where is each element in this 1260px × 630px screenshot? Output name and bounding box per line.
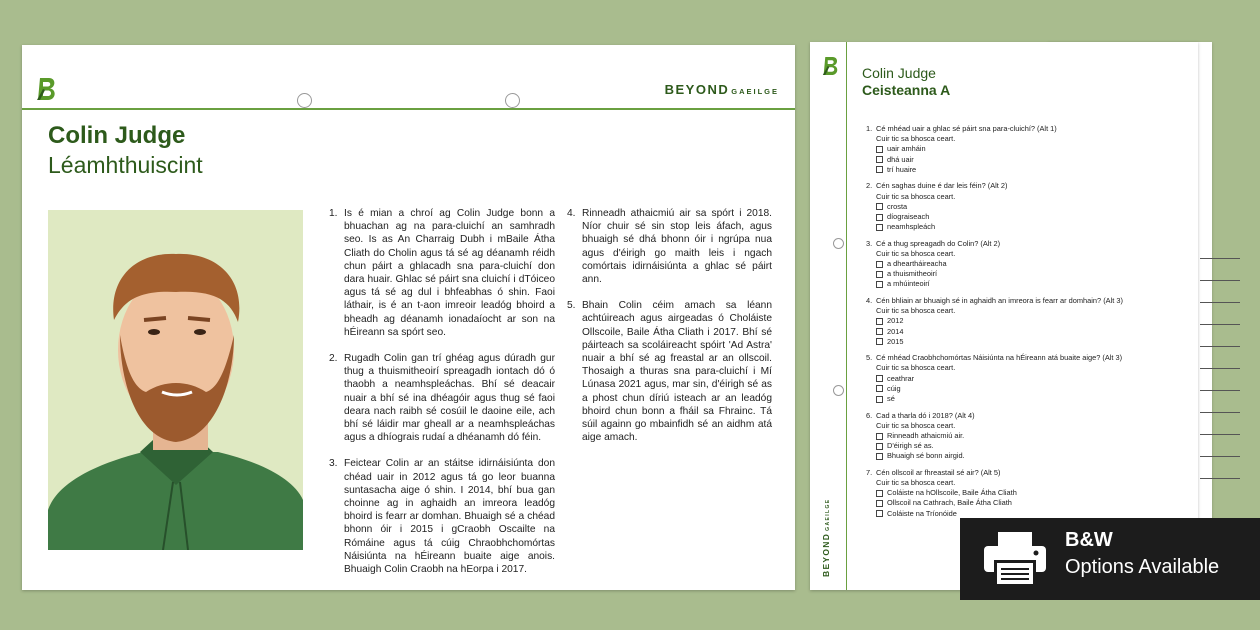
checkbox[interactable] [876,328,883,335]
answer-line [1200,434,1240,435]
checkbox[interactable] [876,500,883,507]
answer-option[interactable]: crosta [866,202,1176,212]
checkbox[interactable] [876,396,883,403]
checkbox[interactable] [876,203,883,210]
answer-option[interactable]: Coláiste na hOllscoile, Baile Átha Cliath [866,488,1176,498]
punch-hole [505,93,520,108]
answer-option[interactable]: a thuismitheoirí [866,269,1176,279]
bw-options-badge [960,518,1260,600]
answer-option[interactable]: cúig [866,384,1176,394]
answer-option[interactable]: 2014 [866,327,1176,337]
checkbox[interactable] [876,281,883,288]
answer-option[interactable]: ceathrar [866,374,1176,384]
checkbox[interactable] [876,261,883,268]
checkbox[interactable] [876,156,883,163]
answer-line [1200,324,1240,325]
question: 2. Cén saghas duine é dar leis féin? (Alt 2) Cuir tic sa bhosca ceart. crosta díograiseach neamhspleách [866,181,1176,232]
questions-subtitle: Ceisteanna A [862,82,951,98]
checkbox[interactable] [876,166,883,173]
brand-logo-icon [822,55,840,77]
answer-option[interactable]: trí huaire [866,165,1176,175]
question: 1. Cé mhéad uair a ghlac sé páirt sna para-cluichí? (Alt 1) Cuir tic sa bhosca ceart. uair amháin dhá uair trí huaire [866,124,1176,175]
answer-line [1200,302,1240,303]
question-text: Cad a tharla dó i 2018? (Alt 4) [876,410,975,420]
paragraph: 5. Bhain Colin céim amach sa léann achtúireach agus airgeadas ó Choláiste Ollscoile, Baile Átha Cliath i 2017. Bhí sé páirteach sa scoláireacht spóirt 'Ad Astra' nuair a bhí sé ag freastal ar an ollscoil. Thosaigh a thuras sna para-cluichí i Mí Lúnasa 2021 agus, mar sin, d'éirigh sé as a phost chun díriú isteach ar an leadóg bhoird chun bonn a fháil sa Fhrainc. Tá súil againn go mbainfidh sé an aidhm atá aige amach. [567,300,772,444]
badge-subtitle: Options Available [1065,556,1220,578]
brand-wordmark: BEYOND GAEILGE [664,82,779,97]
checkbox[interactable] [876,375,883,382]
question-instruction: Cuir tic sa bhosca ceart. [876,420,956,430]
brand-wordmark-vertical: BEYONDGAEILGE [821,498,831,577]
question: 5. Cé mhéad Craobhchomórtas Náisiúnta na hÉireann atá buaite aige? (Alt 3) Cuir tic sa bhosca ceart. ceathrar cúig sé [866,353,1176,404]
header-rule [22,108,795,110]
answer-line [1200,412,1240,413]
answer-option[interactable]: D'éirigh sé as. [866,441,1176,451]
punch-hole [297,93,312,108]
answer-line [1200,390,1240,391]
checkbox[interactable] [876,214,883,221]
question-text: Cén saghas duine é dar leis féin? (Alt 2) [876,181,1008,191]
paragraph: 1. Is é mian a chroí ag Colin Judge bonn a bhuachan ag na para-cluichí an samhradh seo. Is as An Charraig Dubh i mBaile Átha Cliath do Cholin agus tá sé ag déanamh réidh chun páirt a ghlacadh sna para-cluichí don dara huair. Ghlac sé páirt sna cluichí i dTóiceo agus tá sé ag dul i bhfeabhas ó shin. Faoi láthair, is é an t-aon imreoir leadóg bhoird a bheadh ag déanamh ionadaíocht ar son na hÉireann sa spórt seo. [329,208,555,338]
answer-option[interactable]: a dheartháireacha [866,259,1176,269]
checkbox[interactable] [876,271,883,278]
question-instruction: Cuir tic sa bhosca ceart. [876,363,956,373]
checkbox[interactable] [876,510,883,517]
questions-title: Colin Judge [862,65,936,81]
badge-title: B&W [1065,529,1113,551]
question-instruction: Cuir tic sa bhosca ceart. [876,306,956,316]
checkbox[interactable] [876,443,883,450]
question-text: Cén bhliain ar bhuaigh sé in aghaidh an imreora is fearr ar domhain? (Alt 3) [876,295,1123,305]
checkbox[interactable] [876,453,883,460]
text-column-left [329,207,555,589]
checkbox[interactable] [876,385,883,392]
paragraph: 3. Feictear Colin ar an stáitse idirnáisiúnta don chéad uair in 2012 agus tá go leor buanna suntasacha aige ó shin. I 2014, bhí bua gan choinne ag in aghaidh an imreora leadóg bhoird is fearr ar domhan. Bhuaigh sé a chéad bhonn óir i 2015 i gCraobh Oscailte na Rómáine agus tá cúig Chraobhchomórtas Náisiúnta na hÉireann buaite aige anois. Bhuaigh Colin Craobh na hEorpa i 2017. [329,458,555,576]
checkbox[interactable] [876,433,883,440]
answer-line [1200,258,1240,259]
answer-line [1200,346,1240,347]
question: 7. Cén ollscoil ar fhreastail sé air? (Alt 5) Cuir tic sa bhosca ceart. Coláiste na hOllscoile, Baile Átha Cliath Ollscoil na Cathrach, Baile Átha Cliath Coláiste na Tríonóide [866,468,1176,519]
checkbox[interactable] [876,490,883,497]
punch-hole [833,385,844,396]
answer-option[interactable]: Ollscoil na Cathrach, Baile Átha Cliath [866,498,1176,508]
answer-line [1200,280,1240,281]
questions-page [810,42,1198,590]
answer-option[interactable]: 2012 [866,316,1176,326]
printer-icon [982,530,1048,586]
punch-hole [833,238,844,249]
checkbox[interactable] [876,224,883,231]
text-column-right [567,207,772,457]
question-text: Cé mhéad Craobhchomórtas Náisiúnta na hÉireann atá buaite aige? (Alt 3) [876,353,1123,363]
question: 6. Cad a tharla dó i 2018? (Alt 4) Cuir tic sa bhosca ceart. Rinneadh athaicmiú air. D'éirigh sé as. Bhuaigh sé bonn airgid. [866,411,1176,462]
question-list [866,124,1176,525]
answer-option[interactable]: sé [866,394,1176,404]
brand-logo-icon [36,76,58,102]
checkbox[interactable] [876,338,883,345]
answer-option[interactable]: uair amháin [866,144,1176,154]
question: 3. Cé a thug spreagadh do Colin? (Alt 2) Cuir tic sa bhosca ceart. a dheartháireacha a thuismitheoirí a mhúinteoirí [866,239,1176,290]
answer-option[interactable]: Coláiste na Tríonóide [866,509,1176,519]
answer-option[interactable]: a mhúinteoirí [866,279,1176,289]
question-text: Cé a thug spreagadh do Colin? (Alt 2) [876,238,1001,248]
page-title: Colin Judge [48,122,186,149]
reading-comprehension-page [22,45,795,590]
question-text: Cén ollscoil ar fhreastail sé air? (Alt 5) [876,467,1001,477]
question-instruction: Cuir tic sa bhosca ceart. [876,191,956,201]
page-subtitle: Léamhthuiscint [48,152,203,178]
answer-option[interactable]: Bhuaigh sé bonn airgid. [866,451,1176,461]
answer-option[interactable]: 2015 [866,337,1176,347]
question: 4. Cén bhliain ar bhuaigh sé in aghaidh an imreora is fearr ar domhain? (Alt 3) Cuir tic sa bhosca ceart. 2012 2014 2015 [866,296,1176,347]
portrait-illustration [48,210,303,550]
paragraph: 2. Rugadh Colin gan trí ghéag agus dúradh gur thug a thuismitheoirí spreagadh iontach dó ó thaobh a neamhspleáchas. Bhí sé deacair nuair a bhí sé ina dhéagóir agus thug sé faoi deara nach raibh sé cosúil le daoine eile, ach bhí sé láidir mar gheall ar a neamhspleáchas agus a dhíograis rudaí a dhéanamh dó féin. [329,353,555,444]
paragraph: 4. Rinneadh athaicmiú air sa spórt i 2018. Níor chuir sé sin stop leis áfach, agus bhuaigh sé dhá bhonn óir i ngrúpa nua agus d'éirigh go maith leis i ngach comórtais idirnáisiúnta a ghlac sé páirt ann. [567,208,772,286]
answer-option[interactable]: díograiseach [866,212,1176,222]
answer-option[interactable]: neamhspleách [866,222,1176,232]
question-instruction: Cuir tic sa bhosca ceart. [876,478,956,488]
side-rule [846,42,847,590]
question-text: Cé mhéad uair a ghlac sé páirt sna para-cluichí? (Alt 1) [876,124,1057,133]
answer-line [1200,478,1240,479]
question-instruction: Cuir tic sa bhosca ceart. [876,134,956,144]
answer-option[interactable]: Rinneadh athaicmiú air. [866,431,1176,441]
checkbox[interactable] [876,318,883,325]
answer-line [1200,368,1240,369]
question-instruction: Cuir tic sa bhosca ceart. [876,248,956,258]
checkbox[interactable] [876,146,883,153]
answer-line [1200,456,1240,457]
answer-option[interactable]: dhá uair [866,155,1176,165]
